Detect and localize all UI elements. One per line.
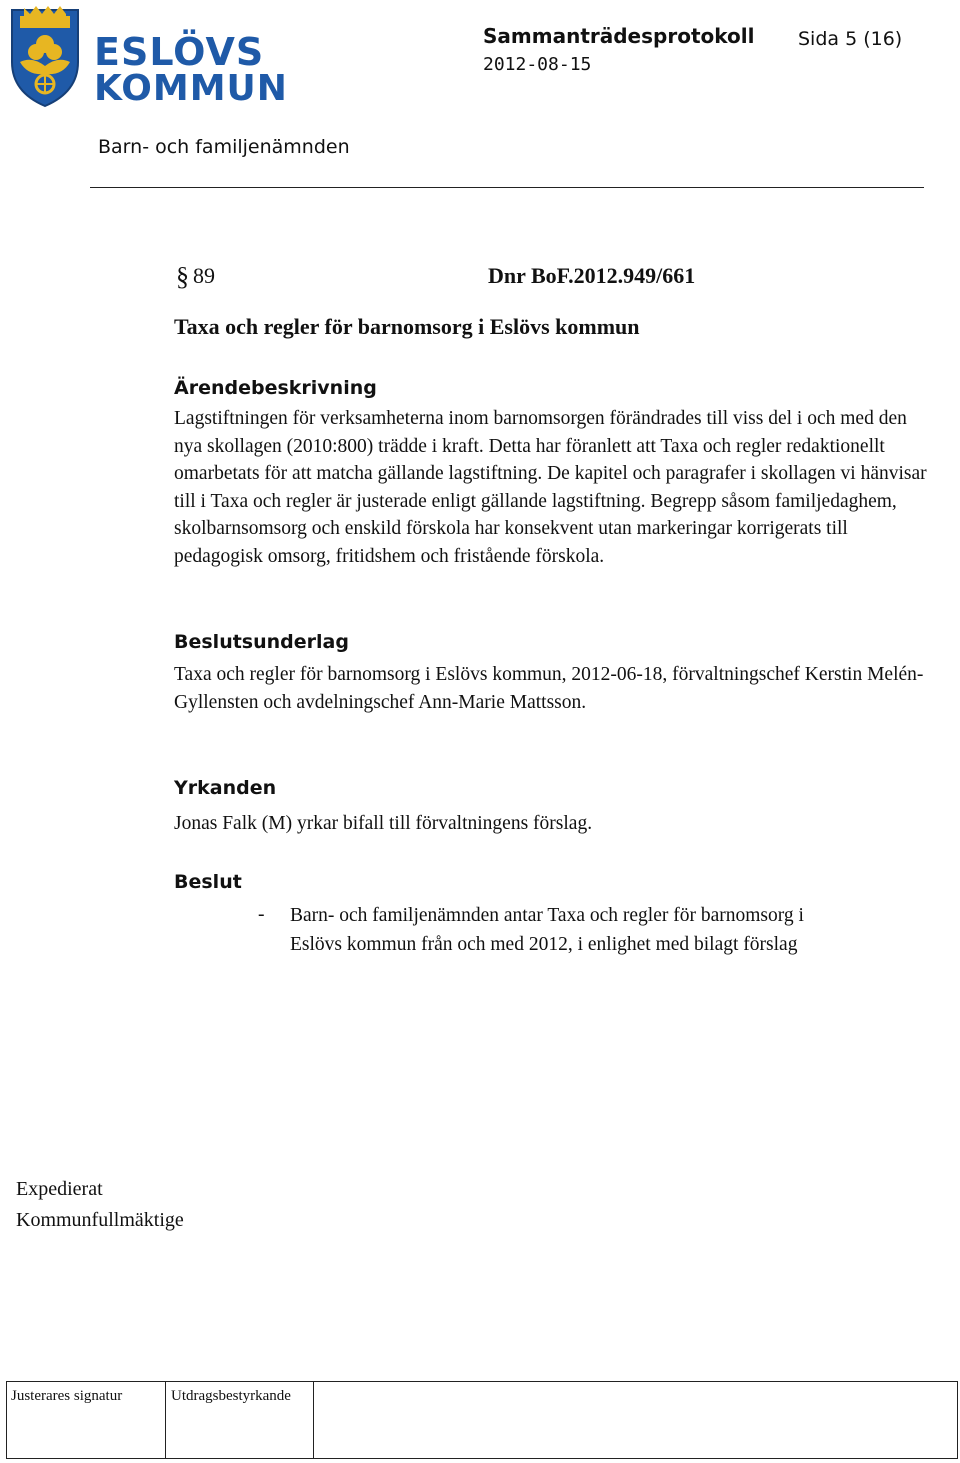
utdragsbestyrkande-label: Utdragsbestyrkande [171, 1388, 291, 1404]
logo-line-2: KOMMUN [94, 68, 288, 109]
signature-divider [165, 1382, 166, 1458]
yrkanden-heading: Yrkanden [174, 777, 277, 799]
diary-number: Dnr BoF.2012.949/661 [488, 263, 696, 288]
beslut-heading: Beslut [174, 871, 242, 893]
arendebeskrivning-heading: Ärendebeskrivning [174, 377, 377, 399]
section-number: 89 [193, 263, 215, 288]
meeting-date: 2012-08-15 [483, 54, 592, 75]
board-name: Barn- och familjenämnden [98, 136, 350, 158]
arendebeskrivning-text: Lagstiftningen för verksamheterna inom barnomsorgen förändrades till viss del i och med den nya skollagen (2010:800) trädde i kraft. Detta har föranlett att Taxa och regler redaktionellt omarbetats för att matcha gällande lagstiftning. De kapitel och paragrafer i skollagen vi hänvisar till i Taxa och regler är justerade enligt gällande lagstiftning. Begrepp såsom familjedaghem, skolbarnsomsorg och enskild förskola har konsekvent utan markeringar korrigerats till pedagogisk omsorg, fritidshem och fristående förskola. [174, 408, 927, 567]
eslov-logo [6, 4, 286, 108]
paragraph-sign: § [176, 262, 189, 291]
expedierat-block [16, 1174, 184, 1236]
signature-divider [313, 1382, 314, 1458]
logo-line-1: ESLÖVS [94, 30, 265, 74]
expedierat-recipient: Kommunfullmäktige [16, 1209, 184, 1231]
expedierat-label: Expedierat [16, 1178, 103, 1200]
page-number: Sida 5 (16) [798, 28, 903, 50]
header-divider [90, 187, 924, 188]
yrkanden-text: Jonas Falk (M) yrkar bifall till förvaltningens förslag. [174, 813, 593, 834]
justerares-signatur-label: Justerares signatur [11, 1388, 123, 1404]
document-type-title: Sammanträdesprotokoll [483, 24, 755, 48]
signature-box [6, 1381, 958, 1459]
beslutsunderlag-heading: Beslutsunderlag [174, 631, 349, 653]
municipal-crest-icon [6, 4, 84, 108]
beslut-text: Barn- och familjenämnden antar Taxa och regler för barnomsorg i Eslövs kommun från och med 2012, i enlighet med bilagt förslag [290, 905, 804, 955]
section-title: Taxa och regler för barnomsorg i Eslövs kommun [174, 314, 640, 339]
beslut-list-dash: - [258, 904, 265, 925]
beslutsunderlag-text: Taxa och regler för barnomsorg i Eslövs kommun, 2012-06-18, förvaltningschef Kerstin Melén-Gyllensten och avdelningschef Ann-Marie Mattsson. [174, 664, 924, 713]
